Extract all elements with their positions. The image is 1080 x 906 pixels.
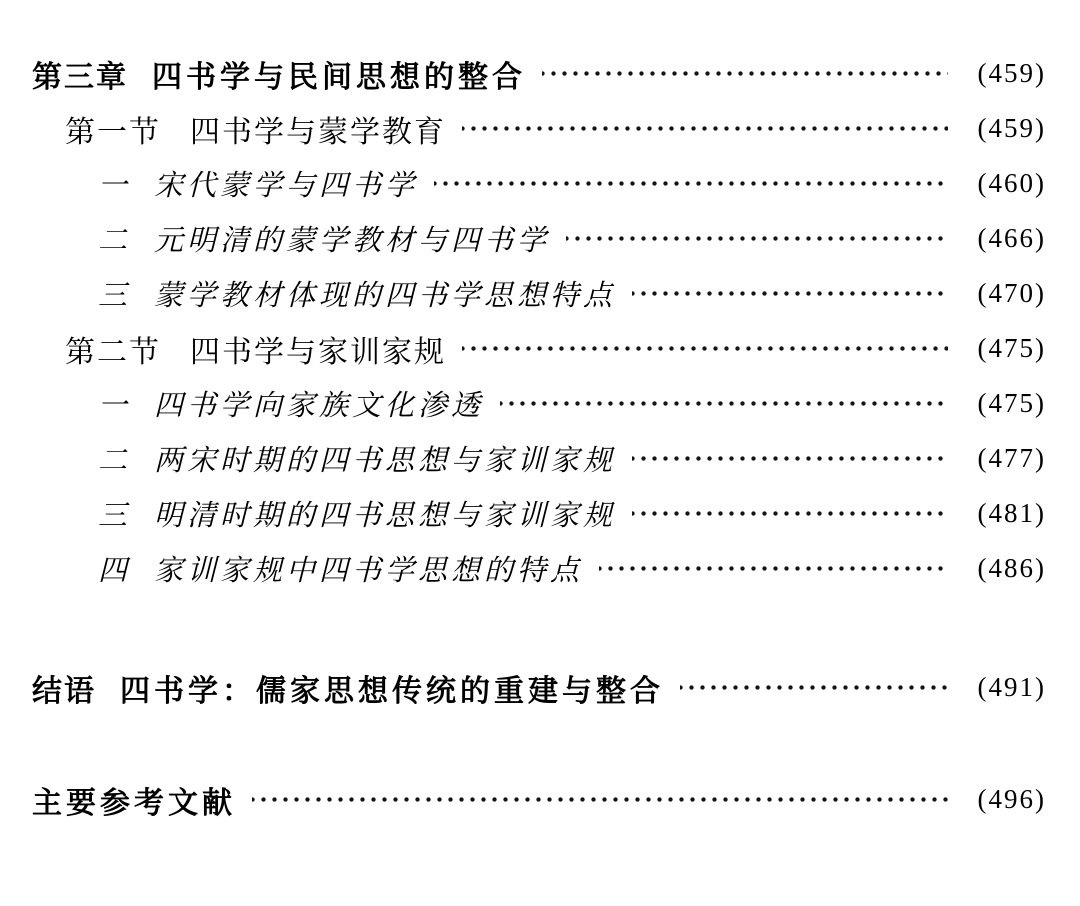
toc-entry xyxy=(32,660,1046,715)
dot-leader xyxy=(500,376,948,431)
dot-leader xyxy=(252,772,948,827)
entry-page-number: (460) xyxy=(977,168,1046,198)
entry-title: 四书学向家族文化渗透 xyxy=(154,390,485,422)
entry-number: 三 xyxy=(98,280,128,312)
entry-title: 四书学与民间思想的整合 xyxy=(152,60,526,94)
entry-number: 四 xyxy=(98,555,128,587)
entry-page-number: (459) xyxy=(977,58,1046,88)
entry-page-number: (486) xyxy=(977,553,1046,583)
entry-title: 四书学：儒家思想传统的重建与整合 xyxy=(120,674,664,708)
dot-leader xyxy=(434,156,948,211)
toc-entry xyxy=(65,321,1046,376)
dot-leader xyxy=(632,431,948,486)
toc-entry xyxy=(98,266,1046,321)
entry-title: 四书学与蒙学教育 xyxy=(190,115,446,149)
dot-leader xyxy=(599,541,948,596)
entry-title: 两宋时期的四书思想与家训家规 xyxy=(154,445,617,477)
entry-number: 第二节 xyxy=(65,335,161,369)
toc-entry xyxy=(98,156,1046,211)
entry-number: 二 xyxy=(98,445,128,477)
entry-number: 一 xyxy=(98,170,128,202)
toc-entry xyxy=(98,211,1046,266)
entry-title: 蒙学教材体现的四书学思想特点 xyxy=(154,280,617,312)
toc-entry xyxy=(98,541,1046,596)
entry-title: 元明清的蒙学教材与四书学 xyxy=(154,225,551,257)
toc-entry xyxy=(32,46,1046,101)
entry-page-number: (475) xyxy=(977,333,1046,363)
entry-page-number: (475) xyxy=(977,388,1046,418)
entry-title: 主要参考文献 xyxy=(32,786,236,820)
entry-page-number: (481) xyxy=(977,498,1046,528)
entry-title: 家训家规中四书学思想的特点 xyxy=(154,555,584,587)
dot-leader xyxy=(462,321,948,376)
entry-page-number: (496) xyxy=(977,784,1046,814)
entry-number: 三 xyxy=(98,500,128,532)
toc-entry xyxy=(98,431,1046,486)
toc-entry xyxy=(65,101,1046,156)
dot-leader xyxy=(632,486,948,541)
entry-title: 四书学与家训家规 xyxy=(190,335,446,369)
entry-page-number: (466) xyxy=(977,223,1046,253)
toc-entry xyxy=(32,772,1046,827)
dot-leader xyxy=(680,660,948,715)
dot-leader xyxy=(542,46,948,101)
entry-page-number: (459) xyxy=(977,113,1046,143)
entry-page-number: (477) xyxy=(977,443,1046,473)
dot-leader xyxy=(632,266,948,321)
entry-title: 明清时期的四书思想与家训家规 xyxy=(154,500,617,532)
entry-number: 二 xyxy=(98,225,128,257)
dot-leader xyxy=(566,211,948,266)
entry-page-number: (491) xyxy=(977,672,1046,702)
entry-number: 一 xyxy=(98,390,128,422)
toc-entry xyxy=(98,376,1046,431)
entry-number: 第三章 xyxy=(32,60,128,94)
entry-title: 宋代蒙学与四书学 xyxy=(154,170,419,202)
entry-page-number: (470) xyxy=(977,278,1046,308)
toc-list xyxy=(32,46,1046,827)
entry-number: 第一节 xyxy=(65,115,161,149)
toc-entry xyxy=(98,486,1046,541)
dot-leader xyxy=(462,101,948,156)
entry-number: 结语 xyxy=(32,674,96,708)
